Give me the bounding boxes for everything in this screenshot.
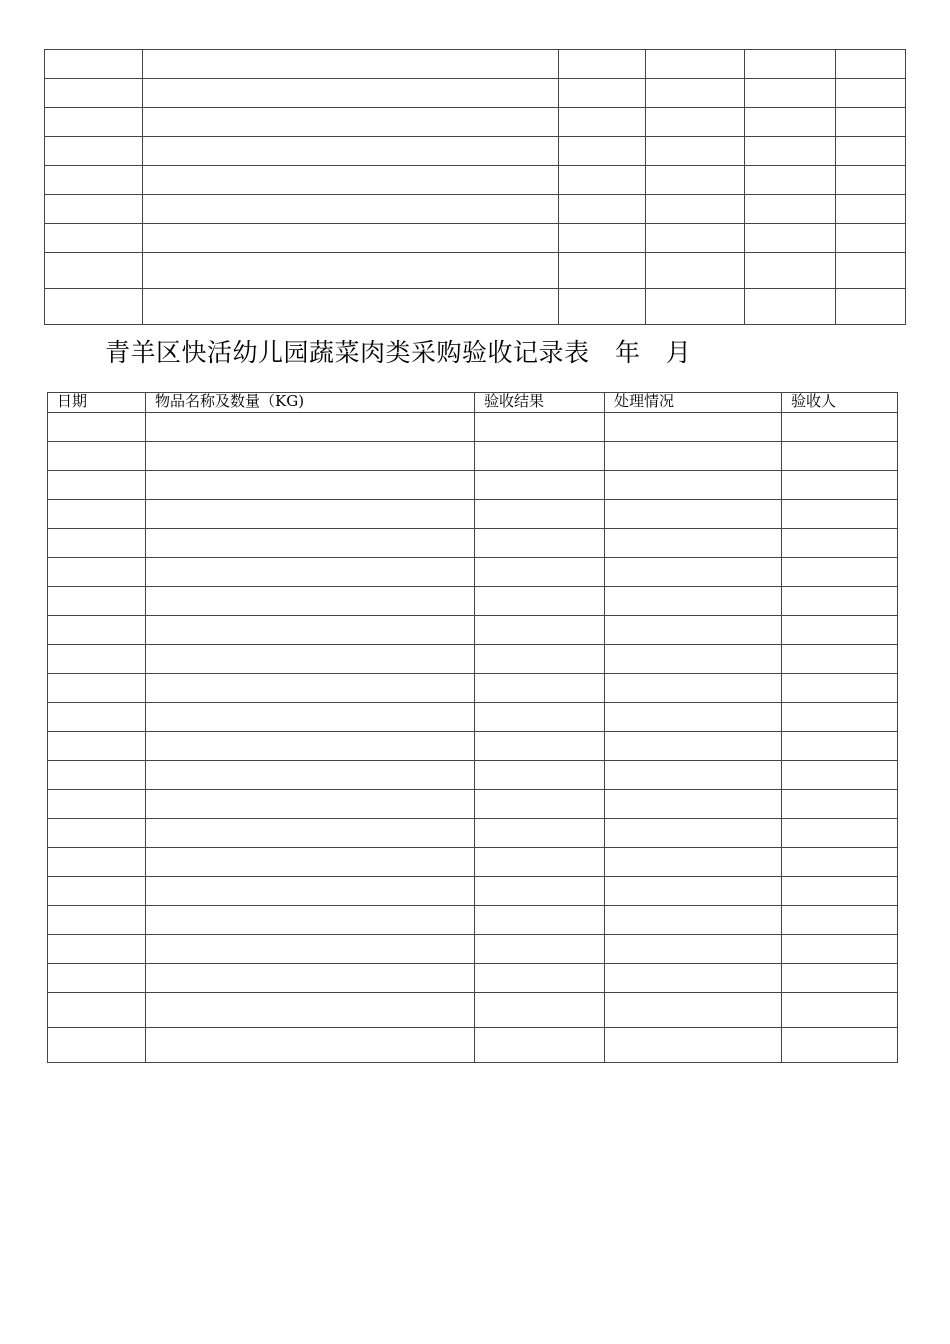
table-cell[interactable]	[143, 289, 559, 325]
table-cell[interactable]	[605, 1028, 782, 1063]
table-cell[interactable]	[146, 1028, 475, 1063]
table-cell[interactable]	[782, 471, 898, 500]
table-cell[interactable]	[605, 674, 782, 703]
table-row	[48, 1028, 898, 1063]
table-cell[interactable]	[146, 964, 475, 993]
table-cell[interactable]	[143, 108, 559, 137]
table-cell[interactable]	[146, 993, 475, 1028]
table-cell[interactable]	[475, 500, 605, 529]
table-cell[interactable]	[646, 224, 745, 253]
table-cell[interactable]	[48, 935, 146, 964]
table-row	[48, 906, 898, 935]
table-cell[interactable]	[475, 732, 605, 761]
table-cell[interactable]	[475, 819, 605, 848]
table-row	[48, 819, 898, 848]
table-cell[interactable]	[605, 819, 782, 848]
table-cell[interactable]	[605, 413, 782, 442]
table-cell[interactable]	[48, 790, 146, 819]
table-cell[interactable]	[559, 79, 646, 108]
table-cell[interactable]	[646, 289, 745, 325]
top-table-body	[45, 50, 906, 325]
table-cell[interactable]	[605, 964, 782, 993]
table-row	[45, 224, 906, 253]
table-row	[48, 761, 898, 790]
table-cell[interactable]	[475, 529, 605, 558]
table-row	[48, 587, 898, 616]
table-cell[interactable]	[475, 442, 605, 471]
table-cell[interactable]	[836, 289, 906, 325]
table-cell[interactable]	[745, 253, 836, 289]
table-cell[interactable]	[782, 587, 898, 616]
table-cell[interactable]	[836, 166, 906, 195]
table-row	[45, 50, 906, 79]
table-cell[interactable]	[146, 442, 475, 471]
table-cell[interactable]	[146, 848, 475, 877]
table-cell[interactable]	[559, 224, 646, 253]
table-row	[48, 848, 898, 877]
acceptance-record-table	[47, 392, 898, 1063]
table-cell[interactable]	[475, 413, 605, 442]
table-cell[interactable]	[475, 906, 605, 935]
table-row	[45, 195, 906, 224]
header-acceptance-result: 验收结果	[475, 393, 605, 413]
table-cell[interactable]	[146, 587, 475, 616]
table-cell[interactable]	[475, 993, 605, 1028]
table-cell[interactable]	[559, 253, 646, 289]
table-cell[interactable]	[605, 877, 782, 906]
table-cell[interactable]	[745, 289, 836, 325]
table-cell[interactable]	[48, 616, 146, 645]
table-cell[interactable]	[836, 253, 906, 289]
table-cell[interactable]	[782, 413, 898, 442]
table-cell[interactable]	[45, 108, 143, 137]
table-cell[interactable]	[782, 877, 898, 906]
table-row	[48, 703, 898, 732]
table-cell[interactable]	[146, 877, 475, 906]
top-record-table	[44, 49, 906, 325]
table-cell[interactable]	[146, 732, 475, 761]
header-inspector: 验收人	[782, 393, 898, 413]
table-cell[interactable]	[782, 558, 898, 587]
table-cell[interactable]	[745, 137, 836, 166]
table-cell[interactable]	[475, 645, 605, 674]
table-row	[48, 500, 898, 529]
table-cell[interactable]	[146, 674, 475, 703]
table-row	[48, 413, 898, 442]
table-cell[interactable]	[146, 761, 475, 790]
table-row	[45, 289, 906, 325]
table-cell[interactable]	[836, 137, 906, 166]
table-cell[interactable]	[745, 195, 836, 224]
table-cell[interactable]	[605, 471, 782, 500]
table-cell[interactable]	[605, 906, 782, 935]
table-cell[interactable]	[143, 137, 559, 166]
table-cell[interactable]	[45, 224, 143, 253]
table-cell[interactable]	[745, 166, 836, 195]
table-cell[interactable]	[48, 703, 146, 732]
table-cell[interactable]	[45, 289, 143, 325]
table-cell[interactable]	[45, 166, 143, 195]
table-cell[interactable]	[45, 50, 143, 79]
table-cell[interactable]	[745, 224, 836, 253]
table-row	[48, 442, 898, 471]
table-cell[interactable]	[559, 137, 646, 166]
table-cell[interactable]	[605, 790, 782, 819]
table-cell[interactable]	[605, 993, 782, 1028]
header-date: 日期	[48, 393, 146, 413]
table-cell[interactable]	[605, 442, 782, 471]
table-cell[interactable]	[48, 732, 146, 761]
table-cell[interactable]	[475, 964, 605, 993]
table-cell[interactable]	[646, 253, 745, 289]
table-cell[interactable]	[646, 195, 745, 224]
table-cell[interactable]	[48, 442, 146, 471]
table-cell[interactable]	[836, 108, 906, 137]
table-cell[interactable]	[605, 500, 782, 529]
table-cell[interactable]	[48, 993, 146, 1028]
table-row	[48, 558, 898, 587]
table-cell[interactable]	[146, 703, 475, 732]
table-row	[48, 645, 898, 674]
table-cell[interactable]	[48, 558, 146, 587]
table-row	[48, 935, 898, 964]
table-cell[interactable]	[646, 108, 745, 137]
table-cell[interactable]	[475, 761, 605, 790]
table-cell[interactable]	[745, 108, 836, 137]
table-cell[interactable]	[146, 819, 475, 848]
table-cell[interactable]	[146, 935, 475, 964]
table-cell[interactable]	[475, 790, 605, 819]
table-cell[interactable]	[475, 471, 605, 500]
table-cell[interactable]	[782, 442, 898, 471]
table-cell[interactable]	[782, 848, 898, 877]
table-cell[interactable]	[475, 587, 605, 616]
page-title: 青羊区快活幼儿园蔬菜肉类采购验收记录表 年 月	[105, 338, 692, 367]
table-row	[48, 529, 898, 558]
table-cell[interactable]	[146, 500, 475, 529]
table-cell[interactable]	[605, 529, 782, 558]
table-cell[interactable]	[836, 79, 906, 108]
table-cell[interactable]	[48, 674, 146, 703]
table-row	[45, 108, 906, 137]
table-cell[interactable]	[143, 195, 559, 224]
table-row	[48, 790, 898, 819]
table-cell[interactable]	[48, 471, 146, 500]
table-cell[interactable]	[559, 50, 646, 79]
table-cell[interactable]	[782, 761, 898, 790]
table-cell[interactable]	[646, 166, 745, 195]
table-cell[interactable]	[836, 224, 906, 253]
table-cell[interactable]	[146, 616, 475, 645]
table-cell[interactable]	[475, 558, 605, 587]
table-cell[interactable]	[143, 224, 559, 253]
table-cell[interactable]	[48, 819, 146, 848]
table-row	[48, 674, 898, 703]
table-cell[interactable]	[475, 674, 605, 703]
table-cell[interactable]	[782, 993, 898, 1028]
table-cell[interactable]	[605, 703, 782, 732]
table-cell[interactable]	[605, 616, 782, 645]
table-cell[interactable]	[48, 906, 146, 935]
table-cell[interactable]	[782, 529, 898, 558]
table-cell[interactable]	[559, 195, 646, 224]
table-cell[interactable]	[475, 935, 605, 964]
table-cell[interactable]	[646, 79, 745, 108]
table-cell[interactable]	[48, 645, 146, 674]
table-cell[interactable]	[782, 1028, 898, 1063]
table-cell[interactable]	[146, 529, 475, 558]
table-cell[interactable]	[48, 529, 146, 558]
table-cell[interactable]	[48, 964, 146, 993]
table-cell[interactable]	[782, 964, 898, 993]
table-cell[interactable]	[48, 761, 146, 790]
header-handling: 处理情况	[605, 393, 782, 413]
table-cell[interactable]	[605, 848, 782, 877]
table-cell[interactable]	[646, 137, 745, 166]
table-cell[interactable]	[146, 471, 475, 500]
table-cell[interactable]	[45, 79, 143, 108]
table-cell[interactable]	[146, 790, 475, 819]
table-cell[interactable]	[48, 848, 146, 877]
main-table-body	[48, 413, 898, 1063]
table-row	[48, 993, 898, 1028]
table-cell[interactable]	[475, 703, 605, 732]
table-cell[interactable]	[782, 732, 898, 761]
table-header-row	[48, 393, 898, 413]
table-cell[interactable]	[782, 819, 898, 848]
table-cell[interactable]	[143, 253, 559, 289]
table-row	[48, 471, 898, 500]
table-row	[48, 877, 898, 906]
table-cell[interactable]	[745, 50, 836, 79]
table-cell[interactable]	[836, 50, 906, 79]
table-cell[interactable]	[48, 413, 146, 442]
table-cell[interactable]	[143, 79, 559, 108]
table-cell[interactable]	[605, 645, 782, 674]
table-cell[interactable]	[605, 935, 782, 964]
table-cell[interactable]	[782, 703, 898, 732]
table-row	[45, 253, 906, 289]
table-row	[48, 732, 898, 761]
table-cell[interactable]	[48, 877, 146, 906]
table-cell[interactable]	[646, 50, 745, 79]
table-cell[interactable]	[48, 1028, 146, 1063]
table-cell[interactable]	[605, 558, 782, 587]
table-cell[interactable]	[782, 906, 898, 935]
table-cell[interactable]	[475, 877, 605, 906]
table-row	[45, 166, 906, 195]
table-cell[interactable]	[146, 906, 475, 935]
table-cell[interactable]	[782, 790, 898, 819]
table-cell[interactable]	[48, 587, 146, 616]
table-cell[interactable]	[48, 500, 146, 529]
table-cell[interactable]	[782, 616, 898, 645]
table-cell[interactable]	[475, 1028, 605, 1063]
table-row	[48, 616, 898, 645]
table-cell[interactable]	[475, 848, 605, 877]
table-cell[interactable]	[745, 79, 836, 108]
table-cell[interactable]	[782, 674, 898, 703]
table-cell[interactable]	[146, 558, 475, 587]
table-cell[interactable]	[605, 732, 782, 761]
table-cell[interactable]	[45, 195, 143, 224]
table-cell[interactable]	[605, 761, 782, 790]
table-row	[45, 79, 906, 108]
table-cell[interactable]	[146, 413, 475, 442]
table-cell[interactable]	[475, 616, 605, 645]
table-cell[interactable]	[782, 500, 898, 529]
table-cell[interactable]	[559, 108, 646, 137]
table-cell[interactable]	[143, 50, 559, 79]
table-cell[interactable]	[45, 137, 143, 166]
table-cell[interactable]	[143, 166, 559, 195]
table-cell[interactable]	[605, 587, 782, 616]
table-row	[48, 964, 898, 993]
table-cell[interactable]	[146, 645, 475, 674]
header-item-name-quantity: 物品名称及数量（KG)	[146, 393, 475, 413]
table-cell[interactable]	[559, 166, 646, 195]
table-cell[interactable]	[45, 253, 143, 289]
table-cell[interactable]	[782, 935, 898, 964]
table-cell[interactable]	[836, 195, 906, 224]
table-cell[interactable]	[559, 289, 646, 325]
table-row	[45, 137, 906, 166]
table-cell[interactable]	[782, 645, 898, 674]
